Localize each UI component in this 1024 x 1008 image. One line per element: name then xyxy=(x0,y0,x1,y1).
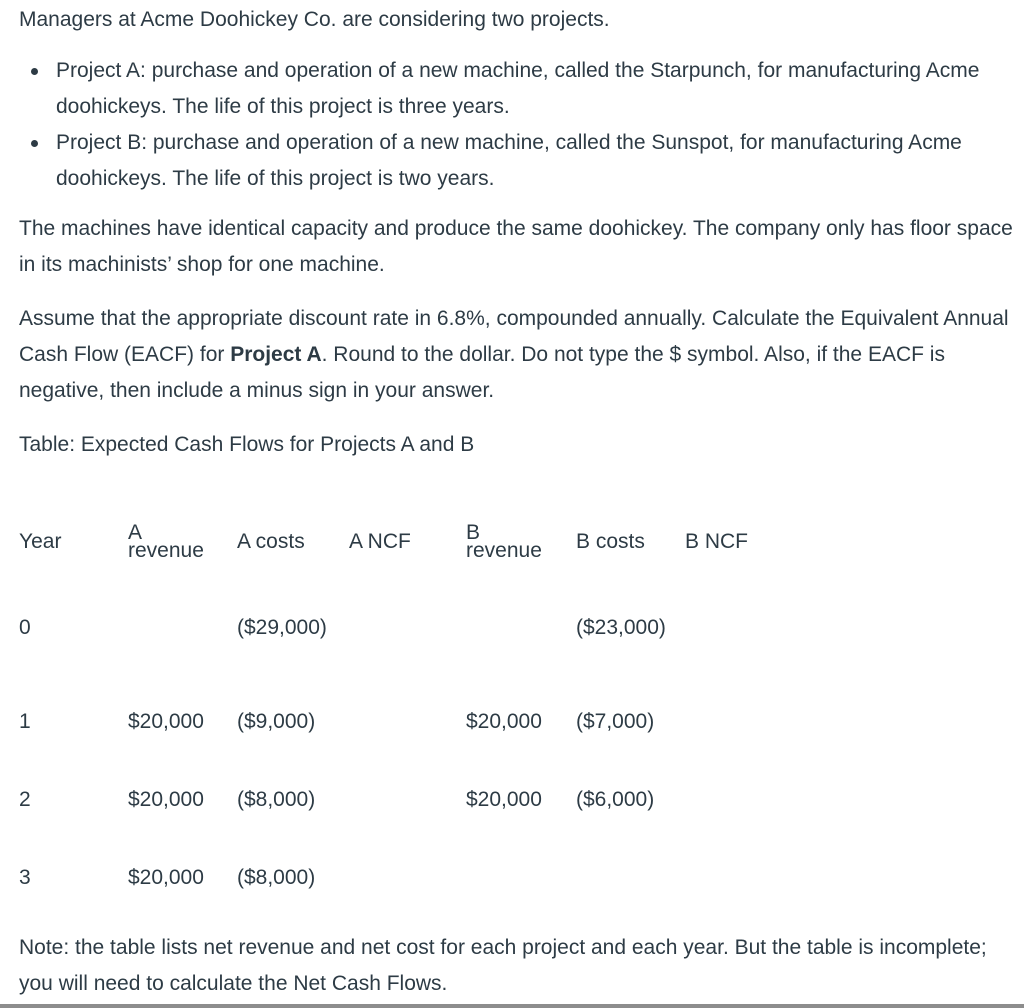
header-year: Year xyxy=(19,530,62,553)
header-a-revenue xyxy=(119,511,228,573)
list-item-project-a: Project A: purchase and operation of a new machine, called the Starpunch, for manufacturing Acme doohickeys. The life of this project is three years. xyxy=(56,53,1019,125)
cell-year: 1 xyxy=(19,710,31,733)
table-row xyxy=(10,761,776,839)
table-row xyxy=(10,839,776,917)
table-header-row xyxy=(10,511,776,573)
assumption-paragraph xyxy=(19,301,1019,409)
header-a-costs: A costs xyxy=(237,530,305,553)
cell-b-costs: ($7,000) xyxy=(576,710,655,733)
cell-b-ncf xyxy=(676,683,776,761)
cell-b-costs: ($23,000) xyxy=(576,616,666,639)
cell-a-costs: ($8,000) xyxy=(237,788,316,811)
machines-paragraph: The machines have identical capacity and produce the same doohickey. The company only has floor space in its machinists’ shop for one machine. xyxy=(19,217,1013,276)
cell-a-ncf xyxy=(340,839,457,917)
question-content xyxy=(19,2,1019,917)
cell-b-revenue xyxy=(457,573,567,683)
cell-a-costs: ($9,000) xyxy=(237,710,316,733)
header-a-revenue-line2: revenue xyxy=(128,539,204,562)
cell-b-ncf xyxy=(676,573,776,683)
cell-a-costs: ($8,000) xyxy=(237,866,316,889)
header-b-ncf: B NCF xyxy=(685,530,748,553)
table-row xyxy=(10,573,776,683)
table-note: Note: the table lists net revenue and net cost for each project and each year. But the table is incomplete; you will need to calculate the Net Cash Flows. xyxy=(19,936,987,995)
cell-b-ncf xyxy=(676,761,776,839)
cell-a-ncf xyxy=(340,573,457,683)
intro-text: Managers at Acme Doohickey Co. are considering two projects. xyxy=(19,8,610,31)
cash-flow-table xyxy=(10,511,776,917)
cell-b-costs: ($6,000) xyxy=(576,788,655,811)
header-b-revenue xyxy=(457,511,567,573)
project-list xyxy=(19,53,1019,197)
table-caption: Table: Expected Cash Flows for Projects A and B xyxy=(19,433,475,456)
cell-year: 3 xyxy=(19,866,31,889)
cell-b-revenue xyxy=(457,839,567,917)
assumption-text-1: Assume that the appropriate discount rate in 6.8%, compounded annually. Calculate the Equivalent Annual Cash Flow (EACF) for xyxy=(19,307,1009,366)
header-a-ncf: A NCF xyxy=(349,530,411,553)
cell-a-revenue: $20,000 xyxy=(128,710,204,733)
cell-b-revenue: $20,000 xyxy=(466,788,542,811)
bottom-divider xyxy=(0,1004,1024,1008)
cell-b-costs xyxy=(567,839,676,917)
header-b-costs: B costs xyxy=(576,530,645,553)
header-b-revenue-line1: B xyxy=(466,521,481,544)
cell-a-revenue: $20,000 xyxy=(128,788,204,811)
list-item-project-b: Project B: purchase and operation of a new machine, called the Sunspot, for manufacturing Acme doohickeys. The life of this project is two years. xyxy=(56,125,1019,197)
table-row xyxy=(10,683,776,761)
cell-b-revenue: $20,000 xyxy=(466,710,542,733)
cell-year: 0 xyxy=(19,616,31,639)
cell-a-revenue xyxy=(119,573,228,683)
assumption-text-2: . Round to the dollar. Do not type the $ symbol. Also, if the EACF is negative, then include a minus sign in your answer. xyxy=(19,343,945,402)
header-a-revenue-line1: A xyxy=(128,521,143,544)
cell-year: 2 xyxy=(19,788,31,811)
assumption-bold-project: Project A xyxy=(230,343,322,366)
cell-a-revenue: $20,000 xyxy=(128,866,204,889)
header-b-revenue-line2: revenue xyxy=(466,539,542,562)
cell-a-costs: ($29,000) xyxy=(237,616,327,639)
cell-a-ncf xyxy=(340,761,457,839)
cell-a-ncf xyxy=(340,683,457,761)
cell-b-ncf xyxy=(676,839,776,917)
